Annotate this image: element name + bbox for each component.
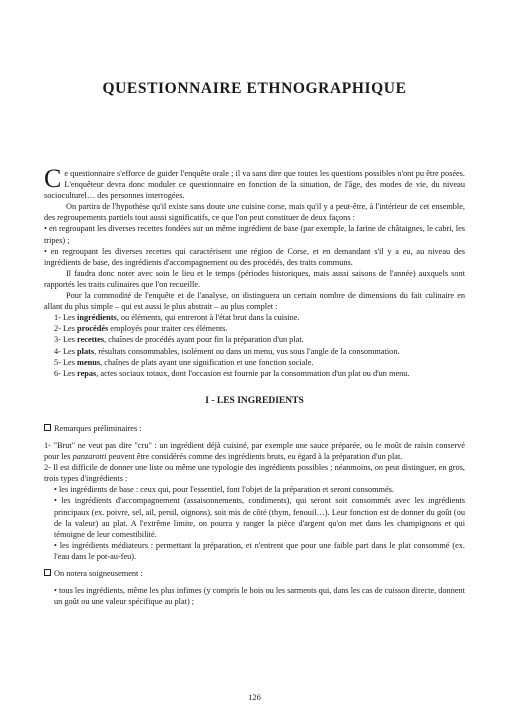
remark-bullet: • les ingrédients d'accompagnement (assaisonnements, condiments), qui seront soit consommés avec les ingrédients principaux (ex. poivre, sel, ail, persil, oignons), soit mis de côté (thym, fenouil…). Leur fonction est de donner du goût (ou de la valeur) au plat. A l'extrême limite, on pourra y ranger la pièce d'argent qu'on met dans les champignons et qui témoigne de leur comestibilité. [54,496,465,539]
section-heading: I - LES INGREDIENTS [205,395,304,406]
remarks-heading: Remarques préliminaires : [44,423,465,434]
intro-paragraph-1: Ce questionnaire s'efforce de guider l'enquête orale ; il va sans dire que toutes les questions possibles n'ont pu être posées. L'enquêteur devra donc moduler ce questionnaire en fonction de la situation, de l'âge, des modes de vie, du niveau socioculturel… des personnes interrogées. [44,164,465,201]
remark-1: 1- "Brut" ne veut pas dire "cru" : un ingrédient déjà cuisiné, par exemple une sauce préparée, ou le moût de raisin conservé pour les panzarotti peuvent être considérés comme des ingrédients bruts, eu égard à la préparation d'un plat. [44,440,465,462]
remark-bullet: • les ingrédients médiateurs : permettant la préparation, et n'entrent que pour une faible part dans le plat consommé (ex. l'eau dans le pot-au-feu). [54,540,465,561]
drop-cap: C [44,164,62,193]
list-item: 1- Les ingrédients, ou éléments, qui entreront à l'état brut dans la cuisine. [54,313,300,323]
checkbox-icon [44,569,51,576]
intro-paragraph-3: Il faudra donc noter avec soin le lieu et le temps (périodes historiques, mais aussi saisons de l'année) auxquels sont rapportés les traits culinaires que l'on recueille. [44,268,465,289]
intro-paragraph-4: Pour la commodité de l'enquête et de l'analyse, on distinguera un certain nombre de dimensions du fait culinaire en allant du plus simple – qui est aussi le plus abstrait – au plus complet : [44,291,465,312]
list-item: 3- Les recettes, chaînes de procédés ayant pour fin la préparation d'un plat. [54,335,304,345]
remark-2: 2- Il est difficile de donner une liste ou même une typologie des ingrédients possibles ; néanmoins, on peut distinguer, en gros, trois types d'ingrédients : [44,463,465,484]
list-item: 6- Les repas, actes sociaux totaux, dont l'occasion est fournie par la consommation d'un plat ou d'un menu. [54,368,410,378]
note-heading: On notera soigneusement : [44,568,465,579]
intro-bullet-2: • en regroupant les diverses recettes qui caractérisent une région de Corse, et en demandant s'il y a eu, au niveau des ingrédients de base, des ingrédients d'accompagnement ou des procédés, des traits communs. [44,246,465,267]
checkbox-icon [44,424,51,431]
list-item: 4- Les plats, résultats consommables, isolément ou dans un menu, vus sous l'angle de la consommation. [54,346,400,356]
page-number: 126 [248,692,261,702]
page-title: QUESTIONNAIRE ETHNOGRAPHIQUE [102,80,407,97]
intro-paragraph-2: On partira de l'hypothèse qu'il existe sans doute une cuisine corse, mais qu'il y a peut-être, à l'intérieur de cet ensemble, des regroupements partiels tout aussi significatifs, ce que l'on peut constituer de deux façons : [44,202,465,223]
dimension-list [44,312,465,379]
list-item: 5- Les menus, chaînes de plats ayant une signification et une fonction sociale. [54,357,314,367]
intro-bullet-1: • en regroupant les diverses recettes fondées sur un même ingrédient de base (par exemple, la farine de châtaignes, le cabri, les tripes) ; [44,224,465,245]
remark-bullet: • les ingrédients de base : ceux qui, pour l'essentiel, font l'objet de la préparation et seront consommés. [54,485,394,495]
note-bullet: • tous les ingrédients, même les plus infimes (y compris le bois ou les sarments qui, dans les cas de cuisson directe, donnent un goût ou une valeur spécifique au plat) ; [54,586,465,607]
list-item: 2- Les procédés employés pour traiter ces éléments. [54,324,228,334]
document-body [44,164,465,607]
